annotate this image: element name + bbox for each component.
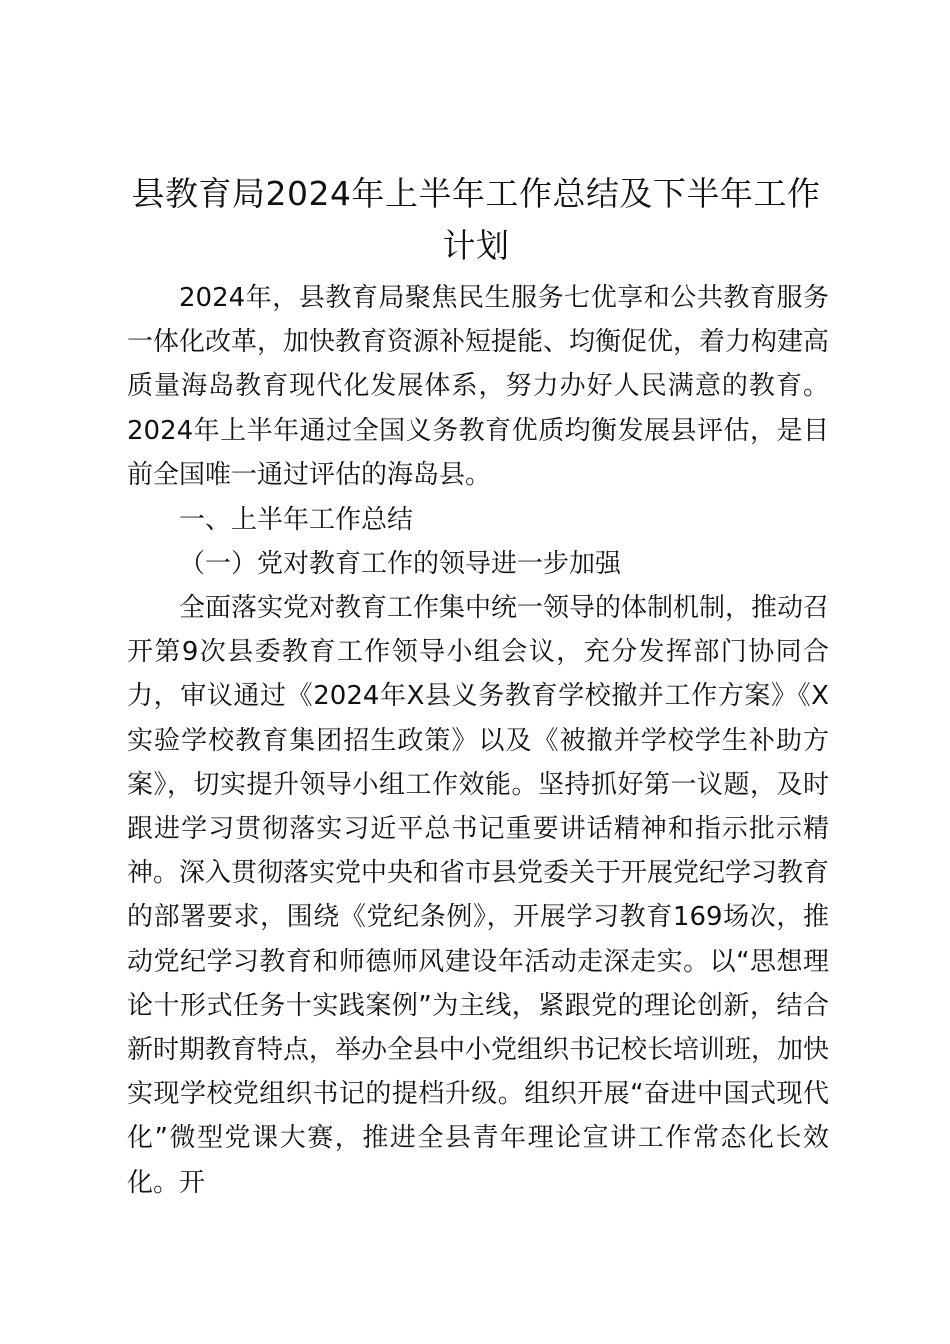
intro-paragraph: 2024年，县教育局聚焦民生服务七优享和公共教育服务一体化改革，加快教育资源补短提能、均衡促优，着力构建高质量海岛教育现代化发展体系，努力办好人民满意的教育。2024年上半年通过全国义务教育优质均衡发展县评估，是目前全国唯一通过评估的海岛县。: [127, 283, 830, 490]
document-title: 县教育局2024年上半年工作总结及下半年工作计划: [131, 174, 821, 265]
body-paragraph: 全面落实党对教育工作集中统一领导的体制机制，推动召开第9次县委教育工作领导小组会议，充分发挥部门协同合力，审议通过《2024年X县义务教育学校撤并工作方案》《X实验学校教育集团招生政策》以及《被撤并学校学生补助方案》，切实提升领导小组工作效能。坚持抓好第一议题，及时跟进学习贯彻落实习近平总书记重要讲话精神和指示批示精神。深入贯彻落实党中央和省市县党委关于开展党纪学习教育的部署要求，围绕《党纪条例》，开展学习教育169场次，推动党纪学习教育和师德师风建设年活动走深走实。以“思想理论十形式任务十实践案例”为主线，紧跟党的理论创新，结合新时期教育特点，举办全县中小党组织书记校长培训班，加快实现学校党组织书记的提档升级。组织开展“奋进中国式现代化”微型党课大赛，推进全县青年理论宣讲工作常态化长效化。开: [127, 593, 830, 1198]
section-heading: 一、上半年工作总结: [179, 505, 414, 535]
subsection-heading: （一）党对教育工作的领导进一步加强: [179, 549, 622, 579]
